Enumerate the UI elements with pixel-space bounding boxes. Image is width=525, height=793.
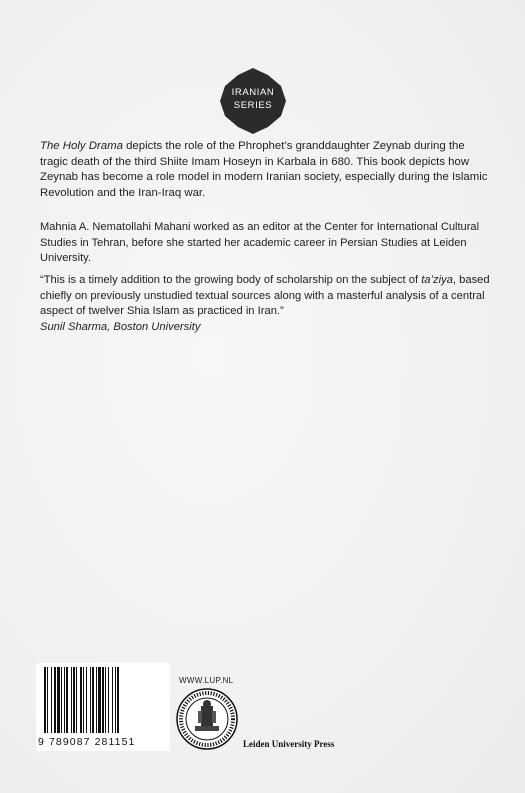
author-bio: Mahnia A. Nematollahi Mahani worked as an editor at the Center for International Cultural Studies in Tehran, before she started her academic career in Persian Studies at Leiden University. (40, 221, 480, 265)
isbn-number: 9 789087 281151 (38, 736, 136, 748)
quote-text-start: “This is a timely addition to the growing body of scholarship on the subject of (40, 274, 422, 286)
series-label-line1: IRANIAN (231, 87, 275, 98)
university-seal-logo (176, 688, 238, 750)
barcode-bars (44, 667, 162, 733)
seal-icon (176, 688, 238, 750)
publisher-name: Leiden University Press (243, 739, 335, 749)
quote-attribution: Sunil Sharma, Boston University (40, 320, 201, 333)
description-text: depicts the role of the Phrophet’s granddaughter Zeynab during the tragic death of the third Shiite Imam Hoseyn in Karbala in 680. This book depicts how Zeynab has become a role model in modern Iranian society, especially during the Islamic Revolution and the Iran-Iraq war. (40, 140, 488, 199)
series-label-line2: SERIES (233, 100, 273, 111)
quote-italic-term: ta’ziya (421, 274, 453, 286)
book-title: The Holy Drama (40, 140, 123, 152)
isbn-barcode (36, 663, 170, 751)
series-badge (218, 66, 288, 136)
quote-text-end: , based chiefly on previously unstudied textual sources along with a masterful analysis of a central aspect of twelver Shia Islam as practiced in Iran.” (40, 274, 490, 318)
review-quote (40, 273, 490, 335)
series-label (218, 86, 288, 112)
book-description (40, 139, 490, 201)
publisher-url: WWW.LUP.NL (179, 676, 234, 685)
